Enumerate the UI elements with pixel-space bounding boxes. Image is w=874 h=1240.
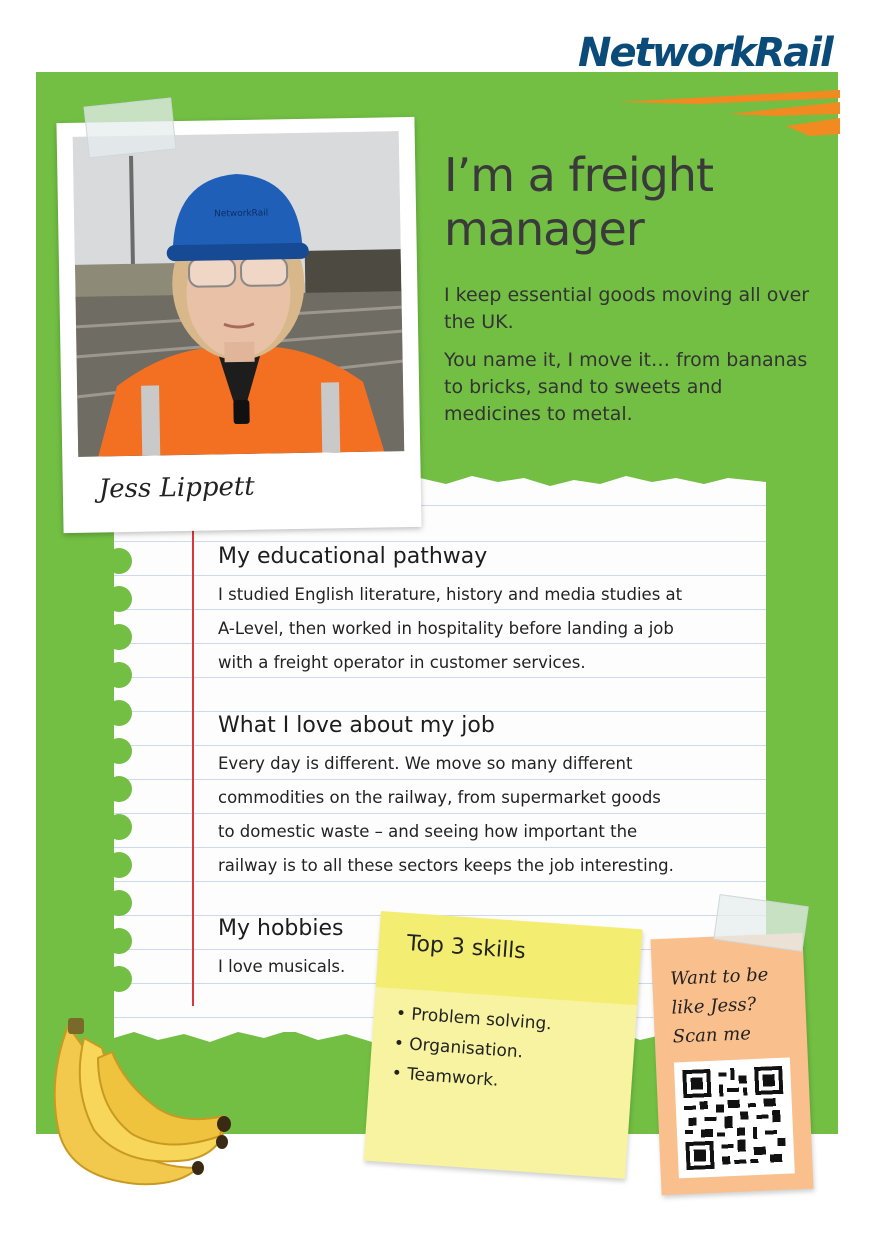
binder-hole — [106, 814, 132, 840]
margin-line — [192, 526, 194, 1006]
networkrail-logo — [578, 30, 846, 142]
page-title — [444, 148, 804, 256]
binder-hole — [106, 852, 132, 878]
qr-code[interactable] — [674, 1057, 795, 1178]
body-line: to domestic waste – and seeing how important the — [218, 822, 638, 841]
body-line: I love musicals. — [218, 957, 346, 976]
binder-hole — [106, 776, 132, 802]
scan-line-1: Want to be — [669, 964, 769, 990]
intro-paragraph-2: You name it, I move it… from bananas to bricks, sand to sweets and medicines to metal. — [444, 349, 808, 425]
binder-hole — [106, 738, 132, 764]
body-line: railway is to all these sectors keeps the job interesting. — [218, 856, 674, 875]
section-body-love-job — [218, 747, 738, 883]
binder-hole — [106, 624, 132, 650]
section-title-education: My educational pathway — [218, 544, 488, 569]
qr-code-icon — [682, 1066, 786, 1170]
bananas-illustration — [28, 1018, 238, 1194]
skill-item: • Problem solving. — [395, 1003, 553, 1035]
scan-prompt — [670, 959, 798, 1051]
skill-item: • Teamwork. — [391, 1063, 500, 1091]
binder-hole — [106, 966, 132, 992]
binder-hole — [106, 586, 132, 612]
intro-text — [444, 282, 814, 428]
section-body-education — [218, 578, 738, 680]
scan-line-2: like Jess? — [671, 993, 757, 1019]
body-line: I studied English literature, history and media studies at — [218, 585, 683, 604]
binder-hole — [106, 928, 132, 954]
binder-hole — [106, 548, 132, 574]
binder-hole — [106, 700, 132, 726]
polaroid-photo — [56, 117, 421, 533]
binder-hole — [106, 890, 132, 916]
body-line: commodities on the railway, from supermarket goods — [218, 788, 661, 807]
body-line: with a freight operator in customer services. — [218, 653, 586, 672]
title-line-2: manager — [444, 202, 644, 256]
scan-card — [650, 933, 813, 1195]
scan-line-3: Scan me — [672, 1023, 752, 1048]
skill-item: • Organisation. — [393, 1033, 524, 1063]
profile-name: Jess Lippett — [98, 471, 256, 505]
body-line: A-Level, then worked in hospitality before landing a job — [218, 619, 674, 638]
brand-name: NetworkRail — [578, 30, 832, 76]
section-title-hobbies: My hobbies — [218, 916, 344, 941]
helmet-logo-text: NetworkRail — [213, 208, 269, 220]
skills-sticky-note — [364, 911, 643, 1179]
binder-hole — [106, 662, 132, 688]
body-line: Every day is different. We move so many different — [218, 754, 633, 773]
skills-list — [391, 998, 553, 1099]
skills-title: Top 3 skills — [405, 931, 527, 965]
title-line-1: I’m a freight — [444, 148, 713, 202]
tape-strip — [84, 98, 177, 159]
section-title-love-job: What I love about my job — [218, 713, 495, 738]
intro-paragraph-1: I keep essential goods moving all over the UK. — [444, 284, 810, 333]
profile-photo — [73, 131, 405, 457]
